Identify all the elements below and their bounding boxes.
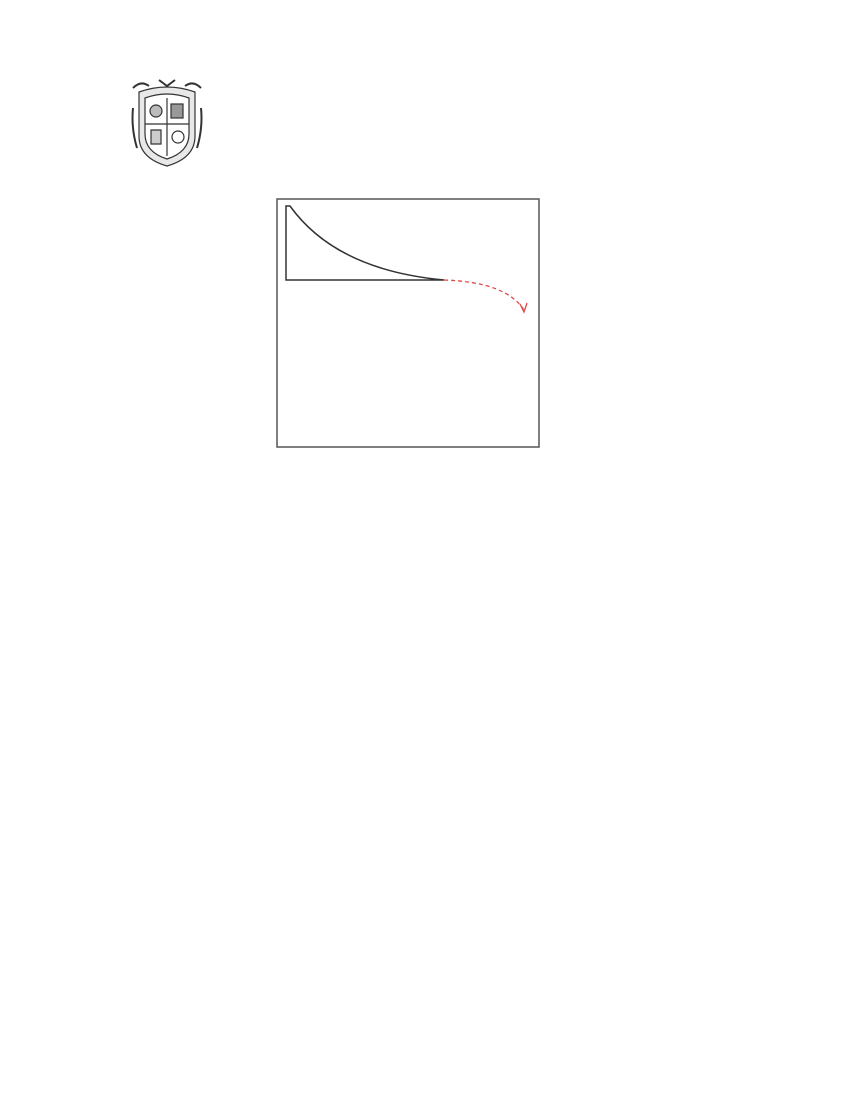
- projectile-setup-diagram: [276, 198, 540, 448]
- university-seal-logo: [131, 78, 203, 168]
